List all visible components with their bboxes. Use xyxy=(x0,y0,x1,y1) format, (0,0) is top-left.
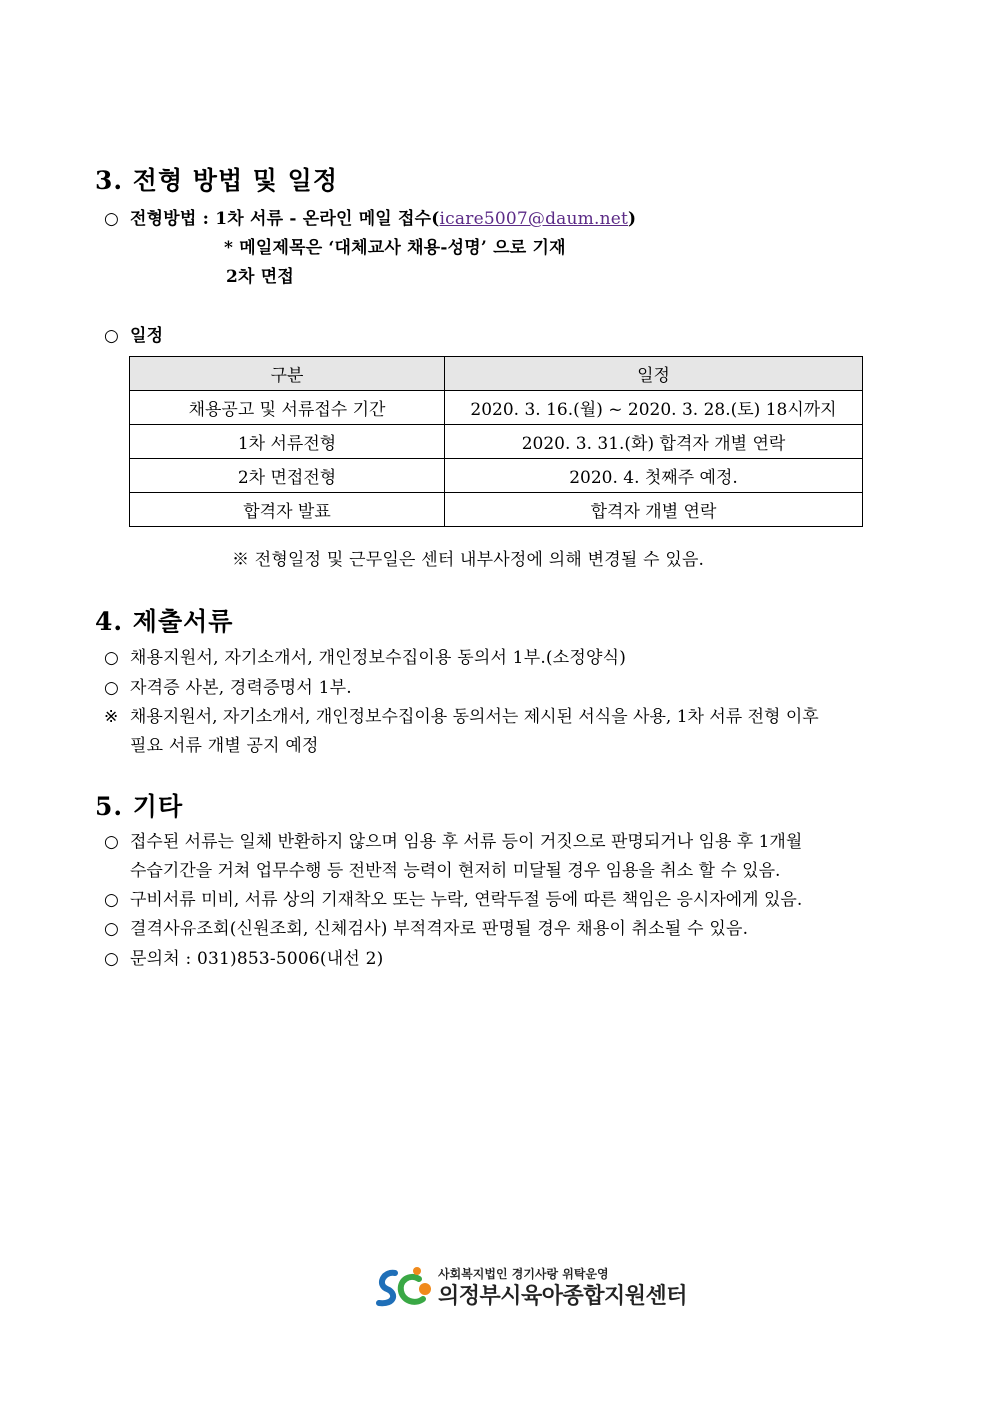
list-item xyxy=(104,643,626,668)
circle-bullet: ○ xyxy=(104,832,119,852)
table-cell: 2020. 3. 31.(화) 합격자 개별 연락 xyxy=(445,425,863,459)
list-item xyxy=(104,702,819,727)
circle-bullet: ○ xyxy=(104,890,119,910)
list-item-text: 구비서류 미비, 서류 상의 기재착오 또는 누락, 연락두절 등에 따른 책임은 응시자에게 있음. xyxy=(130,890,803,910)
table-row xyxy=(130,493,863,527)
list-item-text: 자격증 사본, 경력증명서 1부. xyxy=(130,678,352,698)
email-link[interactable]: icare5007@daum.net xyxy=(439,209,629,229)
table-header-cell: 구분 xyxy=(130,357,445,391)
table-cell: 1차 서류전형 xyxy=(130,425,445,459)
circle-bullet: ○ xyxy=(104,678,120,698)
table-row xyxy=(130,459,863,493)
table-header-row xyxy=(130,357,863,391)
table-cell: 합격자 개별 연락 xyxy=(445,493,863,527)
second-step: 2차 면접 xyxy=(226,267,295,287)
section-4-title: 4. 제출서류 xyxy=(95,607,234,636)
table-cell: 채용공고 및 서류접수 기간 xyxy=(130,391,445,425)
list-item xyxy=(104,885,802,910)
circle-bullet: ○ xyxy=(104,209,120,229)
section-5-title: 5. 기타 xyxy=(95,792,184,821)
list-item-text: 채용지원서, 자기소개서, 개인정보수집이용 동의서는 제시된 서식을 사용, 1차 서류 전형 이후 xyxy=(130,707,819,727)
list-item-text: 결격사유조회(신원조회, 신체검사) 부적격자로 판명될 경우 채용이 취소될 수 있음. xyxy=(130,919,749,939)
circle-bullet: ○ xyxy=(104,326,120,346)
list-item xyxy=(104,944,383,969)
list-item xyxy=(104,827,802,852)
list-item xyxy=(104,673,352,698)
list-item-continuation: 필요 서류 개별 공지 예정 xyxy=(130,736,319,756)
circle-bullet: ○ xyxy=(104,648,120,668)
table-cell: 합격자 발표 xyxy=(130,493,445,527)
table-cell: 2차 면접전형 xyxy=(130,459,445,493)
table-row xyxy=(130,391,863,425)
method-label: 전형방법 : 1차 서류 - 온라인 메일 접수( xyxy=(130,209,440,229)
org-subtitle: 사회복지법인 경기사랑 위탁운영 xyxy=(438,1267,609,1281)
schedule-note: ※ 전형일정 및 근무일은 센터 내부사정에 의해 변경될 수 있음. xyxy=(232,550,705,570)
circle-bullet: ○ xyxy=(104,949,120,969)
list-item-text: 채용지원서, 자기소개서, 개인정보수집이용 동의서 1부.(소정양식) xyxy=(130,648,627,668)
section-3-title: 3. 전형 방법 및 일정 xyxy=(95,166,338,195)
table-row xyxy=(130,425,863,459)
schedule-label: 일정 xyxy=(130,326,164,346)
list-item-text: 접수된 서류는 일체 반환하지 않으며 임용 후 서류 등이 거짓으로 판명되거나 임용 후 1개월 xyxy=(130,832,803,852)
table-cell: 2020. 3. 16.(월) ~ 2020. 3. 28.(토) 18시까지 xyxy=(445,391,863,425)
method-close: ) xyxy=(628,209,637,229)
table-header-cell: 일정 xyxy=(445,357,863,391)
list-item-text: 문의처 : 031)853-5006(내선 2) xyxy=(130,949,384,969)
circle-bullet: ○ xyxy=(104,919,120,939)
mail-note: * 메일제목은 ‘대체교사 채용-성명’ 으로 기재 xyxy=(224,238,566,258)
schedule-table xyxy=(129,356,863,527)
method-line xyxy=(104,204,636,229)
reference-mark: ※ xyxy=(104,707,119,727)
table-cell: 2020. 4. 첫째주 예정. xyxy=(445,459,863,493)
list-item xyxy=(104,914,748,939)
list-item-continuation: 수습기간을 거쳐 업무수행 등 전반적 능력이 현저히 미달될 경우 임용을 취소 할 수 있음. xyxy=(130,861,781,881)
org-name: 의정부시육아종합지원센터 xyxy=(438,1284,688,1309)
schedule-line xyxy=(104,321,163,346)
center-logo-icon xyxy=(375,1263,437,1309)
